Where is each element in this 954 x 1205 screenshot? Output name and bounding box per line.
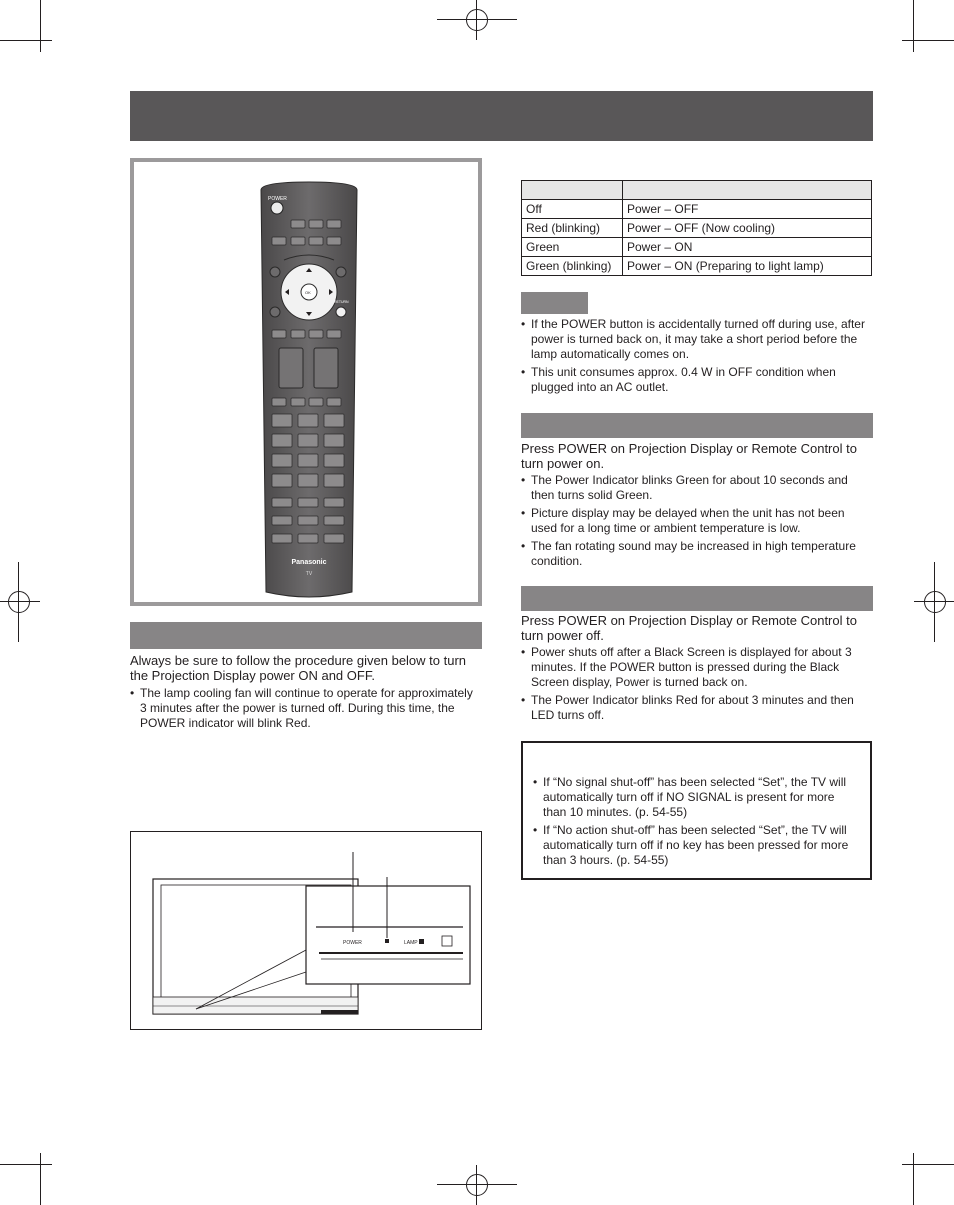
note-tab (521, 292, 588, 314)
tv-panel-illustration-frame (130, 831, 482, 1030)
auto-shutoff-info-box (521, 741, 872, 880)
list-item: • The fan rotating sound may be increased in high temperature condition. (521, 539, 873, 569)
list-item: • If the POWER button is accidentally turned off during use, after power is turned back on, it may take a short period before the lamp automatically comes on. (521, 317, 873, 362)
panel-lamp-label: LAMP (404, 940, 418, 946)
power-indicator-table (521, 180, 872, 276)
page-header-bar (130, 91, 873, 141)
list-item: • The Power Indicator blinks Red for about 3 minutes and then LED turns off. (521, 693, 873, 723)
table-header-row (522, 181, 872, 200)
table-row: Green Power – ON (522, 238, 872, 257)
list-item: • Picture display may be delayed when the unit has not been used for a long time or ambient temperature is low. (521, 506, 873, 536)
power-on-bullets (521, 473, 873, 569)
remote-return-label: RETURN (334, 300, 349, 304)
left-section-bullets (130, 686, 482, 731)
power-off-heading-bar (521, 586, 873, 611)
power-on-body (521, 441, 873, 572)
power-off-lead: Press POWER on Projection Display or Remote Control to turn power off. (521, 613, 857, 643)
info-box-bullets (533, 775, 858, 871)
list-item: • This unit consumes approx. 0.4 W in OFF condition when plugged into an AC outlet. (521, 365, 873, 395)
note-body (521, 317, 873, 398)
left-section-body (130, 653, 482, 734)
power-on-lead: Press POWER on Projection Display or Remote Control to turn power on. (521, 441, 857, 471)
remote-control-illustration (134, 162, 478, 602)
table-row: Red (blinking) Power – OFF (Now cooling) (522, 219, 872, 238)
tv-front-panel-illustration (131, 832, 481, 1029)
remote-tv-label: TV (305, 571, 313, 577)
table-row: Off Power – OFF (522, 200, 872, 219)
remote-illustration-frame (130, 158, 482, 606)
panel-power-label: POWER (343, 940, 362, 946)
remote-brand-logo: Panasonic (291, 559, 327, 566)
list-item: • If “No signal shut-off” has been selected “Set”, the TV will automatically turn off if NO SIGNAL is present for more than 10 minutes. (p. 54-55) (533, 775, 858, 820)
left-section-heading-bar (130, 622, 482, 649)
table-row: Green (blinking) Power – ON (Preparing to light lamp) (522, 257, 872, 276)
power-on-heading-bar (521, 413, 873, 438)
note-bullets (521, 317, 873, 395)
list-item: • The lamp cooling fan will continue to operate for approximately 3 minutes after the power is turned off. During this time, the POWER indicator will blink Red. (130, 686, 482, 731)
list-item: • The Power Indicator blinks Green for about 10 seconds and then turns solid Green. (521, 473, 873, 503)
power-off-body (521, 613, 873, 726)
left-section-lead: Always be sure to follow the procedure given below to turn the Projection Display power ON and OFF. (130, 653, 467, 683)
remote-ok-label: OK (305, 290, 311, 295)
list-item: • If “No action shut-off” has been selected “Set”, the TV will automatically turn off if no key has been pressed for more than 3 hours. (p. 54-55) (533, 823, 858, 868)
list-item: • Power shuts off after a Black Screen is displayed for about 3 minutes. If the POWER button is pressed during the Black Screen display, Power is turned back on. (521, 645, 873, 690)
power-off-bullets (521, 645, 873, 723)
remote-power-label: POWER (268, 196, 287, 202)
